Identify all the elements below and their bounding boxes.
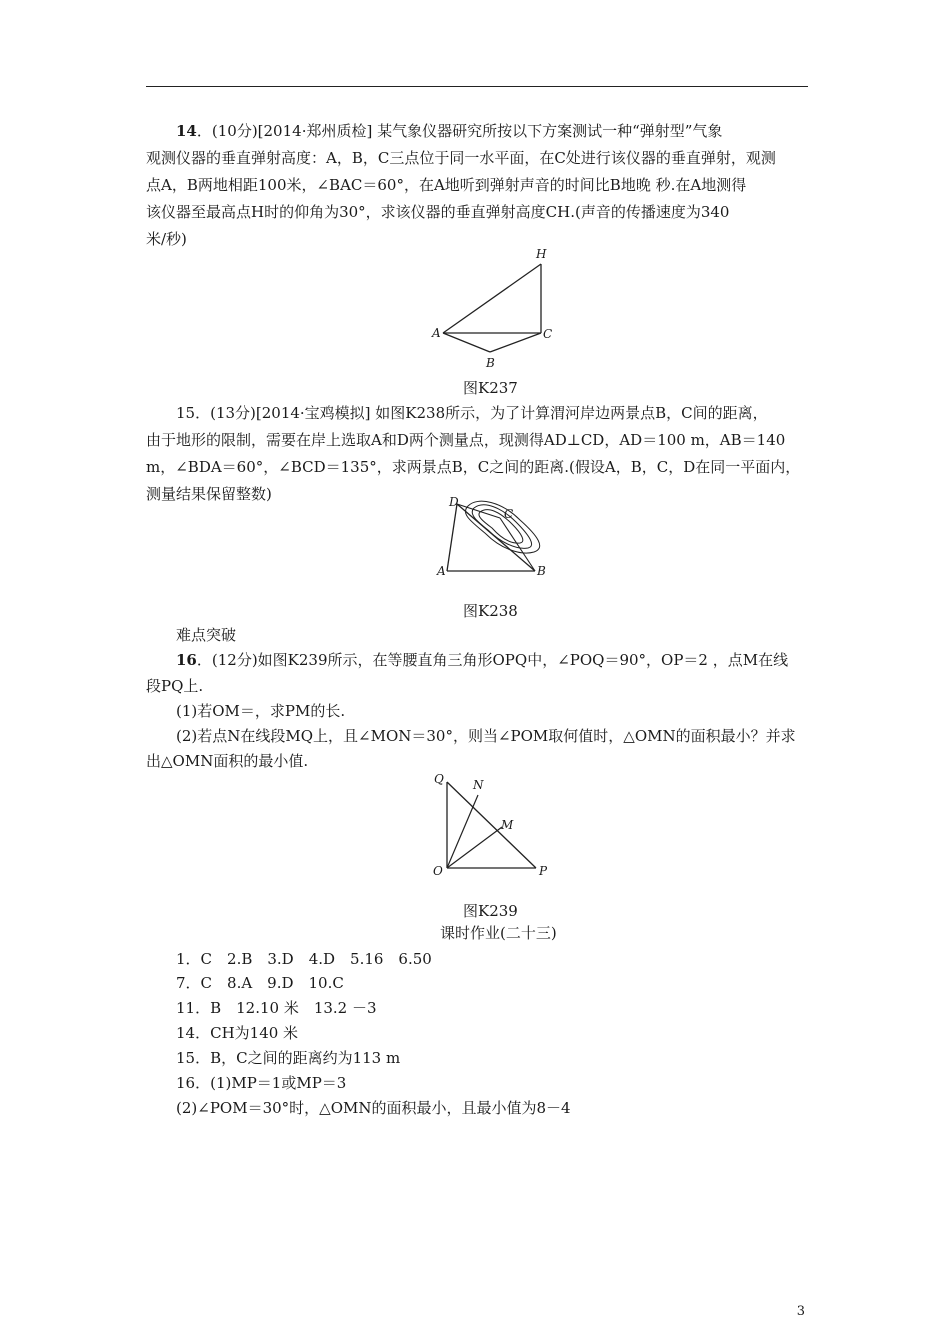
problem-15-line-4: 测量结果保留整数) bbox=[146, 485, 272, 503]
label-a: A bbox=[432, 326, 441, 340]
figure-k239 bbox=[428, 765, 558, 880]
problem-14-number: 14 bbox=[176, 122, 197, 140]
label-q: Q bbox=[434, 772, 444, 786]
label-c: C bbox=[543, 327, 553, 341]
label-o: O bbox=[433, 864, 443, 878]
problem-14-line-5: 米/秒) bbox=[146, 230, 187, 248]
answer-line: 1．C 2.B 3.D 4.D 5.16 6.50 bbox=[176, 950, 432, 968]
page-number: 3 bbox=[796, 1304, 805, 1319]
label-d: D bbox=[449, 495, 459, 509]
answers-heading: 课时作业(二十三) bbox=[440, 924, 557, 942]
label-b: B bbox=[537, 564, 546, 578]
problem-16-line-5: 出△OMN面积的最小值. bbox=[146, 752, 309, 770]
label-n: N bbox=[473, 778, 484, 792]
figure-k238-caption: 图K238 bbox=[463, 602, 518, 620]
answer-line: 16．(1)MP＝1或MP＝3 bbox=[176, 1074, 347, 1092]
answer-line: 11．B 12.10 米 13.2 －3 bbox=[176, 999, 377, 1017]
label-c: C bbox=[504, 507, 514, 521]
problem-16-line-3: (1)若OM＝，求PM的长. bbox=[176, 702, 346, 720]
header-rule bbox=[146, 86, 808, 87]
problem-16-number: 16 bbox=[176, 651, 197, 669]
answer-line: 7．C 8.A 9.D 10.C bbox=[176, 974, 344, 992]
figure-k239-caption: 图K239 bbox=[463, 902, 518, 920]
problem-14-line-1: 14．(10分)[2014·郑州质检] 某气象仪器研究所按以下方案测试一种“弹射型”气象 bbox=[176, 122, 723, 140]
answer-line: 14．CH为140 米 bbox=[176, 1024, 299, 1042]
label-a: A bbox=[437, 564, 446, 578]
figure-k237-caption: 图K237 bbox=[463, 379, 518, 397]
problem-16-line-4: (2)若点N在线段MQ上，且∠MON＝30°，则当∠POM取何值时，△OMN的面积最小？并求 bbox=[176, 727, 796, 745]
label-m: M bbox=[501, 818, 514, 832]
answer-line: (2)∠POM＝30°时，△OMN的面积最小，且最小值为8－4 bbox=[176, 1099, 571, 1117]
label-h: H bbox=[536, 247, 547, 261]
problem-16-line-2: 段PQ上. bbox=[146, 677, 204, 695]
section-title: 难点突破 bbox=[176, 626, 237, 644]
figure-k238 bbox=[430, 492, 560, 582]
problem-16-line-1: 16．(12分)如图K239所示，在等腰直角三角形OPQ中，∠POQ＝90°，OP＝2 ，点M在线 bbox=[176, 651, 789, 669]
problem-15-line-2: 由于地形的限制，需要在岸上选取A和D两个测量点，现测得AD⊥CD，AD＝100 m，AB＝140 bbox=[146, 431, 786, 449]
problem-14-line-3: 点A，B两地相距100米，∠BAC＝60°，在A地听到弹射声音的时间比B地晚 秒.在A地测得 bbox=[146, 176, 747, 194]
problem-15-line-3: m，∠BDA＝60°，∠BCD＝135°，求两景点B，C之间的距离.(假设A，B，C，D在同一平面内， bbox=[146, 458, 801, 476]
problem-14-line-2: 观测仪器的垂直弹射高度：A，B，C三点位于同一水平面，在C处进行该仪器的垂直弹射，观测 bbox=[146, 149, 776, 167]
answer-line: 15．B，C之间的距离约为113 m bbox=[176, 1049, 401, 1067]
label-p: P bbox=[539, 864, 548, 878]
problem-15-line-1: 15．(13分)[2014·宝鸡模拟] 如图K238所示，为了计算渭河岸边两景点B，C间的距离， bbox=[176, 404, 768, 422]
figure-k237 bbox=[420, 240, 570, 375]
label-b: B bbox=[486, 356, 495, 370]
problem-14-line-4: 该仪器至最高点H时的仰角为30°，求该仪器的垂直弹射高度CH.(声音的传播速度为340 bbox=[146, 203, 730, 221]
